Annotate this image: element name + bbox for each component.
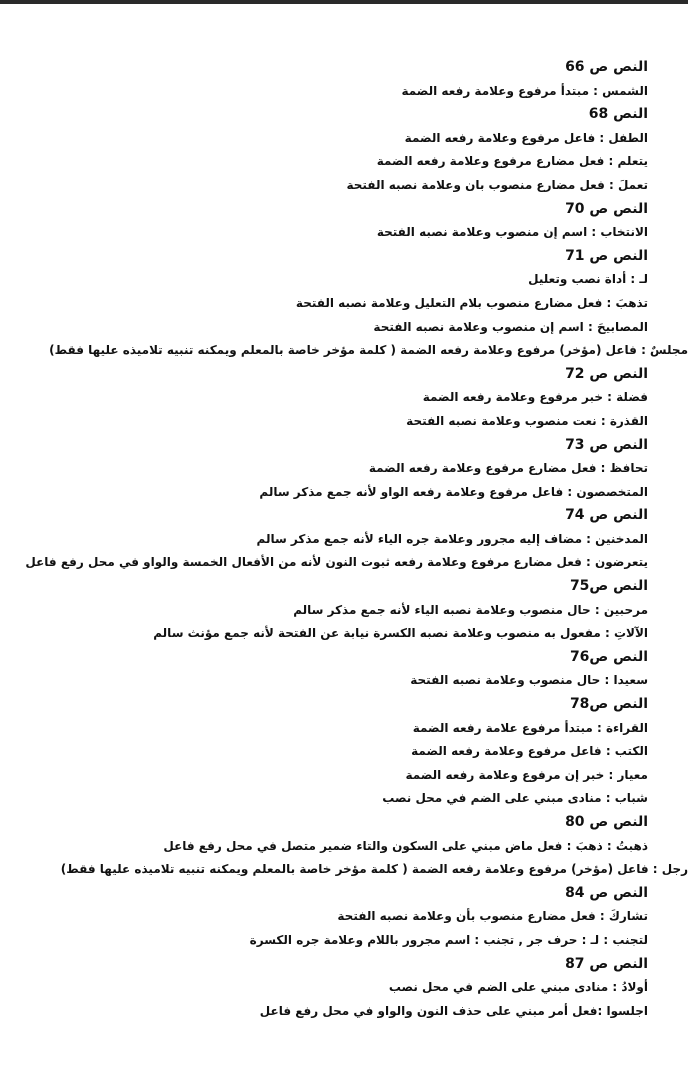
answer-line: أولادُ : منادى مبني على الضم في محل نصب [388, 980, 648, 995]
answer-line: الشمس : مبتدأ مرفوع وعلامة رفعه الضمة [401, 83, 648, 98]
answer-line: فضلة : خبر مرفوع وعلامة رفعه الضمة [422, 390, 648, 405]
answer-line: لتجنب : لـ : حرف جر , تجنب : اسم مجرور باللام وعلامة جره الكسرة [249, 932, 648, 947]
answer-line: رجل : فاعل (مؤخر) مرفوع وعلامة رفعه الضمة ( كلمة مؤخر خاصة بالمعلم ويمكنه تنبيه تلاميذه عليها فقط) [60, 862, 688, 877]
section-heading: النص ص 72 [565, 365, 648, 382]
answer-line: تذهبَ : فعل مضارع منصوب بلام التعليل وعلامة نصبه الفتحة [295, 295, 648, 310]
answer-line: مجلسٌ : فاعل (مؤخر) مرفوع وعلامة رفعه الضمة ( كلمة مؤخر خاصة بالمعلم ويمكنه تنبيه تلاميذه عليها فقط) [49, 343, 688, 358]
section-heading: النص ص 70 [565, 200, 648, 217]
answer-line: لـ : أداة نصب وتعليل [528, 272, 648, 287]
answer-line: يتعلم : فعل مضارع مرفوع وعلامة رفعه الضمة [376, 154, 648, 169]
section-heading: النص ص 84 [565, 884, 648, 901]
answer-line: القراءة : مبتدأ مرفوع علامة رفعه الضمة [412, 720, 648, 735]
answer-line: الطفل : فاعل مرفوع وعلامة رفعه الضمة [404, 130, 648, 145]
answer-line: القذرة : نعت منصوب وعلامة نصبه الفتحة [406, 413, 648, 428]
answer-line: اجلسوا :فعل أمر مبني على حذف النون والواو في محل رفع فاعل [259, 1003, 648, 1018]
section-heading: النص ص75 [569, 578, 648, 595]
section-heading: النص ص 87 [565, 955, 648, 972]
answer-line: الانتخاب : اسم إن منصوب وعلامة نصبه الفتحة [376, 225, 648, 240]
section-heading: النص ص 80 [565, 814, 648, 830]
top-border [0, 0, 688, 4]
answer-line: المدخنين : مضاف إليه مجرور وعلامة جره الياء لأنه جمع مذكر سالم [256, 531, 648, 546]
section-heading: النص ص 66 [565, 59, 648, 75]
answer-line: تعملَ : فعل مضارع منصوب بان وعلامة نصبه الفتحة [346, 177, 648, 192]
section-heading: النص ص 74 [565, 507, 648, 524]
section-heading: النص ص76 [569, 648, 648, 665]
answer-line: سعيدا : حال منصوب وعلامة نصبه الفتحة [410, 673, 648, 688]
answer-line: المتخصصون : فاعل مرفوع وعلامة رفعه الواو لأنه جمع مذكر سالم [259, 484, 648, 499]
answer-line: مرحبين : حال منصوب وعلامة نصبه الياء لأنه جمع مذكر سالم [293, 602, 648, 617]
answer-line: ذهبتُ : ذهبَ : فعل ماض مبني على السكون والتاء ضمير متصل في محل رفع فاعل [163, 838, 648, 853]
section-heading: النص ص78 [569, 696, 648, 713]
answer-line: شباب : منادى مبني على الضم في محل نصب [382, 791, 648, 806]
answer-line: معيار : خبر إن مرفوع وعلامة رفعه الضمة [405, 767, 648, 782]
answer-line: تشاركَ : فعل مضارع منصوب بأن وعلامة نصبه الفتحة [337, 909, 648, 924]
answer-line: الآلاتِ : مفعول به منصوب وعلامة نصبه الكسرة نيابة عن الفتحة لأنه جمع مؤنث سالم [153, 626, 648, 641]
answer-document [0, 56, 688, 1023]
answer-line: تحافظ : فعل مضارع مرفوع وعلامة رفعه الضمة [368, 461, 648, 476]
section-heading: النص ص 71 [565, 247, 648, 264]
section-heading: النص ص 73 [565, 436, 648, 453]
answer-line: الكتب : فاعل مرفوع وعلامة رفعه الضمة [411, 744, 648, 759]
answer-line: المصابيحَ : اسم إن منصوب وعلامة نصبه الفتحة [373, 319, 648, 334]
answer-line: يتعرضون : فعل مضارع مرفوع وعلامة رفعه ثبوت النون لأنه من الأفعال الخمسة والواو في محل رفع فاعل [25, 555, 648, 570]
section-heading: النص 68 [588, 106, 648, 123]
